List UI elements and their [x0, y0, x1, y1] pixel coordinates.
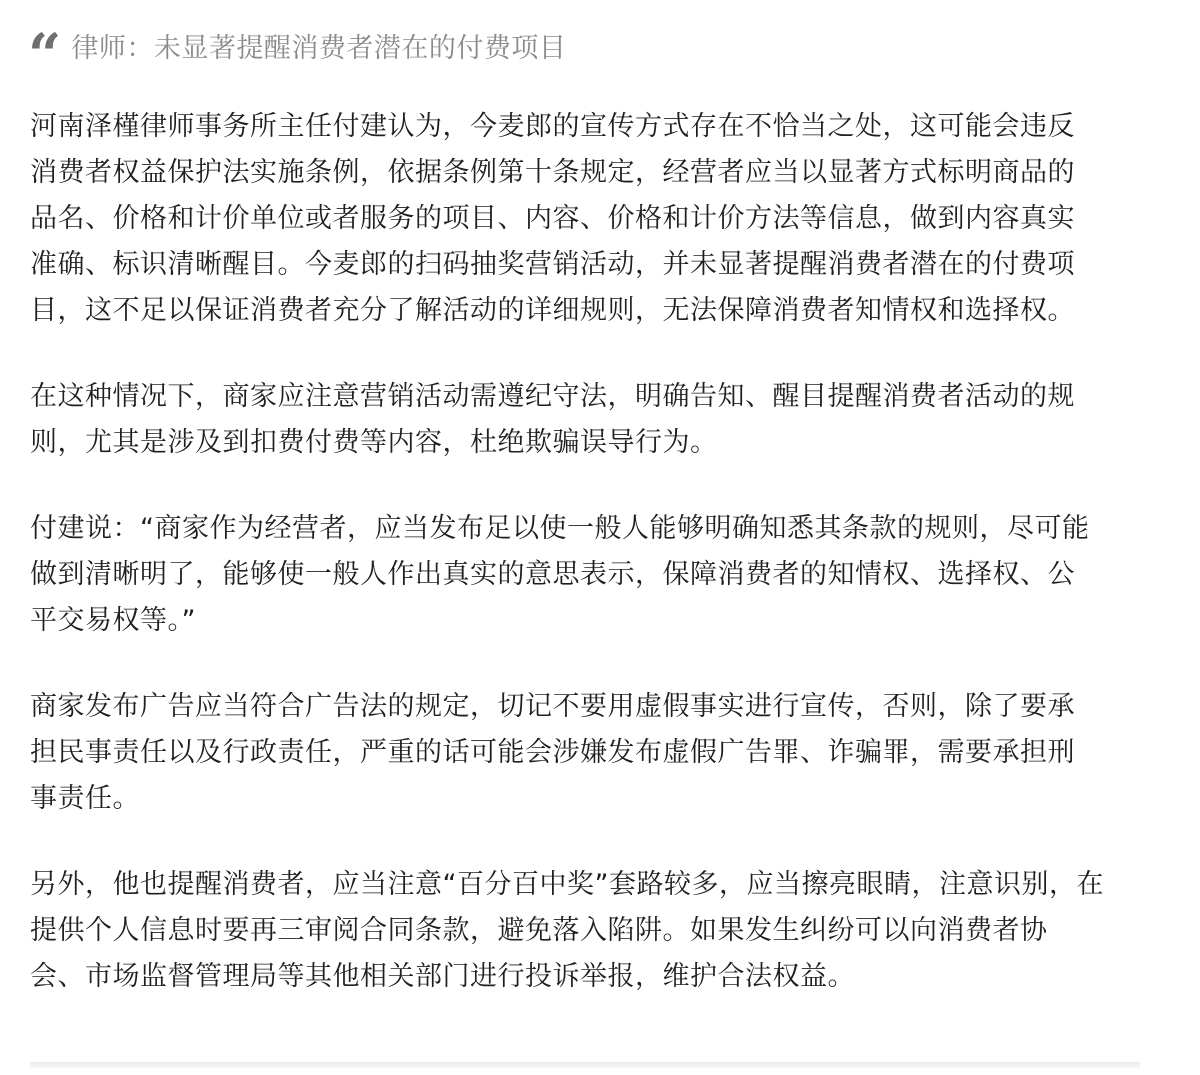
paragraph-line: 则，尤其是涉及到扣费付费等内容，杜绝欺骗误导行为。: [30, 427, 718, 458]
paragraph-line: 会、市场监督管理局等其他相关部门进行投诉举报，维护合法权益。: [30, 961, 855, 992]
paragraph-line: 消费者权益保护法实施条例，依据条例第十条规定，经营者应当以显著方式标明商品的: [30, 157, 1075, 188]
paragraph-line: 做到清晰明了，能够使一般人作出真实的意思表示，保障消费者的知情权、选择权、公: [30, 559, 1075, 590]
paragraph-line: 付建说：“商家作为经营者，应当发布足以使一般人能够明确知悉其条款的规则，尽可能: [30, 513, 1090, 544]
paragraph-line: 担民事责任以及行政责任，严重的话可能会涉嫌发布虚假广告罪、诈骗罪，需要承担刑: [30, 737, 1075, 768]
section-heading: [28, 21, 567, 89]
paragraph-quote: [30, 506, 1180, 644]
paragraph-line: 商家发布广告应当符合广告法的规定，切记不要用虚假事实进行宣传，否则，除了要承: [30, 691, 1075, 722]
paragraph-line: 平交易权等。”: [30, 605, 196, 636]
article-body: [30, 104, 1180, 1040]
open-quote-icon: “: [28, 21, 58, 89]
paragraph-line: 事责任。: [30, 783, 140, 814]
paragraph-merchant-advice: [30, 374, 1180, 466]
paragraph-lawyer-opinion: [30, 104, 1180, 334]
paragraph-line: 河南泽槿律师事务所主任付建认为，今麦郎的宣传方式存在不恰当之处，这可能会违反: [30, 111, 1075, 142]
paragraph-line: 另外，他也提醒消费者，应当注意“百分百中奖”套路较多，应当擦亮眼睛，注意识别，在: [30, 869, 1104, 900]
paragraph-advertising-law: [30, 684, 1180, 822]
heading-title: 律师：未显著提醒消费者潜在的付费项目: [71, 32, 567, 64]
paragraph-consumer-advice: [30, 862, 1180, 1000]
bottom-divider: [30, 1062, 1140, 1068]
paragraph-line: 准确、标识清晰醒目。今麦郎的扫码抽奖营销活动，并未显著提醒消费者潜在的付费项: [30, 249, 1075, 280]
paragraph-line: 提供个人信息时要再三审阅合同条款，避免落入陷阱。如果发生纠纷可以向消费者协: [30, 915, 1048, 946]
paragraph-line: 目，这不足以保证消费者充分了解活动的详细规则，无法保障消费者知情权和选择权。: [30, 295, 1075, 326]
paragraph-line: 在这种情况下，商家应注意营销活动需遵纪守法，明确告知、醒目提醒消费者活动的规: [30, 381, 1075, 412]
paragraph-line: 品名、价格和计价单位或者服务的项目、内容、价格和计价方法等信息，做到内容真实: [30, 203, 1075, 234]
